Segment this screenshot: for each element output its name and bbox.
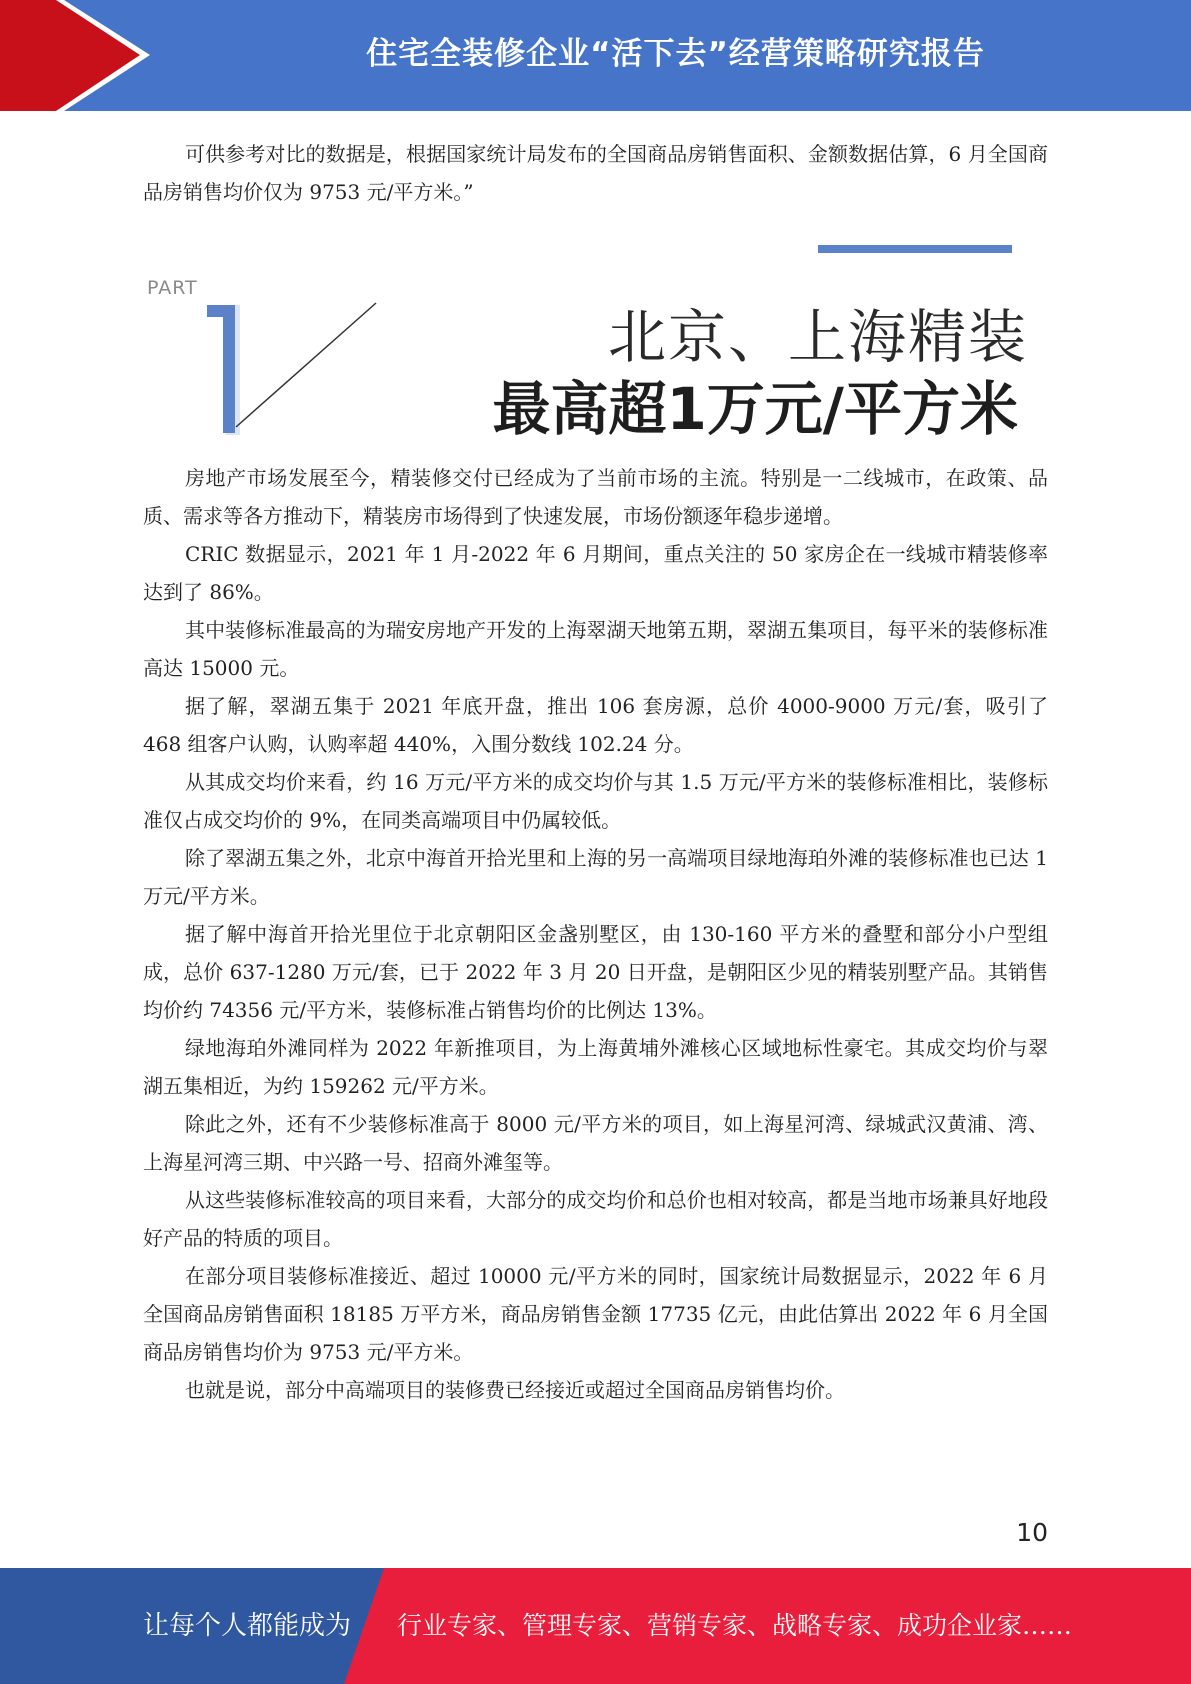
body-paragraph: 据了解中海首开拾光里位于北京朝阳区金盏别墅区，由 130-160 平方米的叠墅和部分小户型组成，总价 637-1280 万元/套，已于 2022 年 3 月 20 日开盘，是朝阳区少见的精装别墅产品。其销售均价约 74356 元/平方米，装修标准占销售均价的比例达 13%。	[143, 922, 1048, 1022]
body-paragraph: 绿地海珀外滩同样为 2022 年新推项目，为上海黄埔外滩核心区域地标性豪宅。其成交均价与翠湖五集相近，为约 159262 元/平方米。	[143, 1036, 1048, 1098]
body-paragraph: 除此之外，还有不少装修标准高于 8000 元/平方米的项目，如上海星河湾、绿城武汉黄浦、湾、上海星河湾三期、中兴路一号、招商外滩玺等。	[143, 1112, 1048, 1174]
footer-slogan-right: 行业专家、管理专家、营销专家、战略专家、成功企业家……	[397, 1611, 1073, 1640]
page-header	[0, 0, 1191, 111]
page-number: 10	[1016, 1518, 1048, 1547]
body-paragraph: 据了解，翠湖五集于 2021 年底开盘，推出 106 套房源，总价 4000-9000 万元/套，吸引了 468 组客户认购，认购率超 440%，入围分数线 102.24 分。	[143, 694, 1048, 756]
body-paragraph: 除了翠湖五集之外，北京中海首开拾光里和上海的另一高端项目绿地海珀外滩的装修标准也已达 1 万元/平方米。	[143, 846, 1048, 908]
intro-paragraph: 可供参考对比的数据是，根据国家统计局发布的全国商品房销售面积、金额数据估算，6 月全国商品房销售均价仅为 9753 元/平方米。”	[143, 142, 1048, 204]
body-paragraph: CRIC 数据显示，2021 年 1 月-2022 年 6 月期间，重点关注的 50 家房企在一线城市精装修率达到了 86%。	[143, 542, 1048, 604]
header-chevron-decoration	[0, 0, 160, 111]
section-title-line2: 最高超1万元/平方米	[492, 375, 1018, 443]
body-paragraph: 也就是说，部分中高端项目的装修费已经接近或超过全国商品房销售均价。	[185, 1378, 845, 1402]
page-footer	[0, 1568, 1191, 1684]
body-paragraph: 在部分项目装修标准接近、超过 10000 元/平方米的同时，国家统计局数据显示，2022 年 6 月全国商品房销售面积 18185 万平方米，商品房销售金额 17735 亿元，由此估算出 2022 年 6 月全国商品房销售均价为 9753 元/平方米。	[143, 1264, 1048, 1364]
footer-slogan-left: 让每个人都能成为	[143, 1611, 352, 1641]
header-title: 住宅全装修企业“活下去”经营策略研究报告	[366, 35, 985, 72]
section-heading	[140, 235, 1040, 445]
part-label: PART	[147, 277, 198, 299]
body-paragraph: 从其成交均价来看，约 16 万元/平方米的成交均价与其 1.5 万元/平方米的装修标准相比，装修标准仅占成交均价的 9%，在同类高端项目中仍属较低。	[143, 770, 1048, 832]
body-paragraph: 房地产市场发展至今，精装修交付已经成为了当前市场的主流。特别是一二线城市，在政策、品质、需求等各方推动下，精装房市场得到了快速发展，市场份额逐年稳步递增。	[143, 466, 1048, 528]
section-title-line1: 北京、上海精装	[607, 303, 1028, 371]
body-paragraph: 从这些装修标准较高的项目来看，大部分的成交均价和总价也相对较高，都是当地市场兼具好地段好产品的特质的项目。	[143, 1188, 1048, 1250]
body-paragraph: 其中装修标准最高的为瑞安房地产开发的上海翠湖天地第五期，翠湖五集项目，每平米的装修标准高达 15000 元。	[143, 618, 1048, 680]
